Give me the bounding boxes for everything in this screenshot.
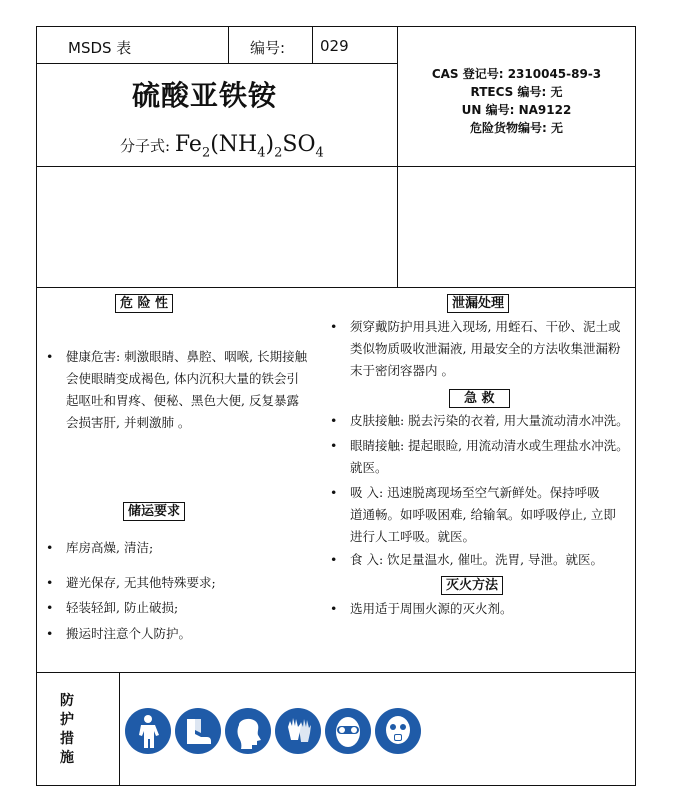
- hazard-item: • 健康危害: 刺激眼睛、鼻腔、咽喉, 长期接触 会使眼睛变成褐色, 体内沉积大量的铁会引 起呕吐和胃疼、便秘、黑色大便, 反复暴露 会损害肝, 并刺激肺 。: [46, 349, 308, 430]
- spill-item: • 须穿戴防护用具进入现场, 用蛭石、干砂、泥土或 类似物质吸收泄漏液, 用最安全的方法收集泄漏粉 末于密闭容器内 。: [330, 319, 621, 378]
- first-aid-item: • 吸 入: 迅速脱离现场至空气新鲜处。保持呼吸 道通畅。如呼吸困难, 给输氧。如呼吸停止, 立即 进行人工呼吸。就医。: [330, 485, 616, 544]
- protection-label: 防 护 措 施: [60, 693, 74, 766]
- divider: [228, 26, 229, 63]
- divider: [312, 26, 313, 63]
- fire-title: 灭火方法: [441, 576, 503, 595]
- number-label: 编号:: [250, 39, 286, 57]
- storage-item: • 轻装轻卸, 防止破损;: [46, 600, 179, 615]
- formula-line: [120, 132, 324, 160]
- rtecs-number: RTECS 编号: 无: [470, 85, 563, 99]
- chemical-name: 硫酸亚铁铵: [132, 79, 278, 112]
- divider: [119, 672, 120, 786]
- spill-title: 泄漏处理: [447, 294, 509, 313]
- safety-goggles-icon: [325, 708, 371, 754]
- first-aid-item: • 皮肤接触: 脱去污染的衣着, 用大量流动清水冲洗。: [330, 413, 629, 428]
- divider: [36, 63, 397, 64]
- hazards-title: 危 险 性: [115, 294, 173, 313]
- divider: [36, 166, 636, 167]
- first-aid-item: • 食 入: 饮足量温水, 催吐。洗胃, 导泄。就医。: [330, 552, 604, 567]
- identifiers: [397, 65, 636, 137]
- head-protection-icon: [225, 708, 271, 754]
- un-number: UN 编号: NA9122: [461, 103, 572, 117]
- storage-item: • 搬运时注意个人防护。: [46, 626, 192, 641]
- divider: [36, 287, 636, 288]
- number-value: 029: [320, 37, 349, 55]
- formula-label: 分子式:: [120, 137, 171, 155]
- dangerous-goods-number: 危险货物编号: 无: [470, 121, 563, 135]
- first-aid-item: • 眼睛接触: 提起眼睑, 用流动清水或生理盐水冲洗。 就医。: [330, 438, 629, 475]
- respirator-mask-icon: [375, 708, 421, 754]
- safety-boots-icon: [175, 708, 221, 754]
- formula: $Fe_2(NH_4)_2SO_4$: [174, 132, 324, 161]
- storage-title: 储运要求: [123, 502, 185, 521]
- cas-number: CAS 登记号: 2310045-89-3: [431, 67, 602, 81]
- protective-gloves-icon: [275, 708, 321, 754]
- msds-label: MSDS 表: [68, 39, 132, 57]
- storage-item: • 避光保存, 无其他特殊要求;: [46, 575, 216, 590]
- divider: [36, 672, 636, 673]
- first-aid-title: 急 救: [449, 389, 510, 408]
- protective-suit-icon: [125, 708, 171, 754]
- fire-item: • 选用适于周围火源的灭火剂。: [330, 601, 513, 616]
- storage-item: • 库房高燥, 清洁;: [46, 540, 154, 555]
